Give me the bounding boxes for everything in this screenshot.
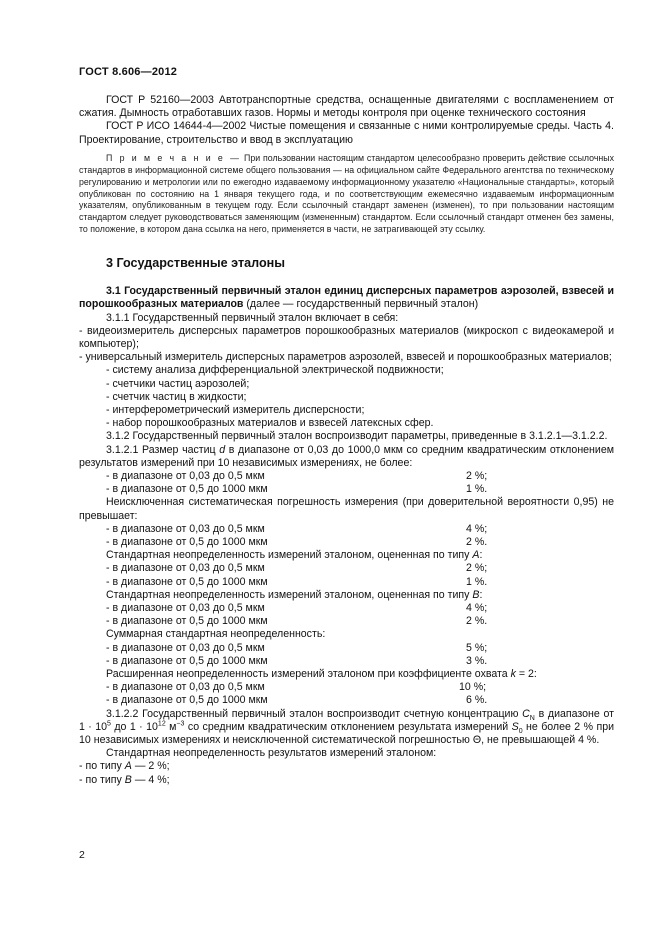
clause-text: - по типу bbox=[79, 773, 125, 786]
range-value: 6 %. bbox=[466, 694, 488, 707]
note-paragraph bbox=[79, 153, 614, 236]
range-label: - в диапазоне от 0,5 до 1000 мкм bbox=[106, 694, 268, 707]
list-item bbox=[79, 760, 614, 773]
type-a-title: Стандартная неопределенность измерений эталоном, оцененная по типу A: bbox=[106, 549, 483, 562]
list-item: - универсальный измеритель дисперсных параметров аэрозолей, взвесей и порошкообразных материалов; bbox=[79, 351, 612, 364]
note-text: При пользовании настоящим стандартом целесообразно проверить действие ссылочных стандартов в информационной системе общего пользования — на официальном сайте Федерального агентства по техническому регулированию и метрологии или по ежегодно издаваемому информационному указателю «Национальные стандарты», который опубликован по состоянию на 1 января текущего года, и по соответствующим ежемесячно издаваемым информационным указателям, опубликованным в текущем году. Если ссылочный стандарт заменен (изменен), то при пользовании настоящим стандартом следует руководствоваться заменяющим (измененным) стандартом. Если ссылочный стандарт отменен без замены, то положение, в котором дана ссылка на него, применяется в части, не затрагивающей эту ссылку. bbox=[79, 152, 614, 235]
range-label: - в диапазоне от 0,5 до 1000 мкм bbox=[106, 615, 268, 628]
list-item: - счетчики частиц аэрозолей; bbox=[106, 377, 250, 390]
variable-s: S bbox=[511, 720, 519, 733]
variable-c: C bbox=[522, 707, 530, 720]
variable-a: A bbox=[472, 549, 480, 562]
variable-a: A bbox=[124, 760, 132, 773]
combined-uncertainty-title: Суммарная стандартная неопределенность: bbox=[106, 628, 326, 641]
value-row bbox=[79, 483, 614, 496]
list-item: - видеоизмеритель дисперсных параметров порошкообразных материалов (микроскоп с видеокамерой и компьютер); bbox=[79, 324, 614, 350]
list-item: - интерферометрический измеритель дисперсности; bbox=[106, 403, 365, 416]
clause-text: 3.1.2.1 Размер частиц bbox=[106, 443, 220, 456]
clause-3-1-2-1 bbox=[79, 444, 614, 470]
variable-theta: Θ bbox=[472, 734, 482, 747]
range-value: 3 %. bbox=[466, 654, 488, 667]
range-label: - в диапазоне от 0,03 до 0,5 мкм bbox=[106, 470, 265, 482]
clause-3-1-1: 3.1.1 Государственный первичный эталон включает в себя: bbox=[106, 311, 399, 324]
value-row bbox=[79, 681, 614, 694]
range-label: - в диапазоне от 0,5 до 1000 мкм bbox=[106, 483, 268, 496]
range-value: 5 %; bbox=[466, 641, 488, 654]
page-content bbox=[79, 94, 614, 787]
value-row bbox=[79, 602, 614, 615]
clause-3-1-rest: (далее — государственный первичный эталон) bbox=[243, 298, 479, 311]
clause-text: со средним квадратическим отклонением результата измерений bbox=[184, 720, 512, 733]
range-label: - в диапазоне от 0,5 до 1000 мкм bbox=[106, 654, 268, 667]
clause-3-1-title: 3.1 Государственный первичный эталон единиц дисперсных параметров аэрозолей, взвесей и порошкообразных материалов bbox=[79, 285, 614, 311]
clause-text: 3.1.2.2 Государственный первичный эталон воспроизводит счетную концентрацию bbox=[106, 707, 523, 720]
subscript: N bbox=[529, 714, 535, 722]
clause-text: м bbox=[165, 720, 177, 733]
range-label: - в диапазоне от 0,03 до 0,5 мкм bbox=[106, 681, 265, 694]
range-label: - в диапазоне от 0,5 до 1000 мкм bbox=[106, 575, 268, 588]
clause-3-1-2: 3.1.2 Государственный первичный эталон воспроизводит параметры, приведенные в 3.1.2.1—3.1.2.2. bbox=[106, 430, 608, 443]
value-row bbox=[79, 536, 614, 549]
type-b-title: Стандартная неопределенность измерений эталоном, оцененная по типу B: bbox=[106, 588, 483, 601]
section-heading: 3 Государственные эталоны bbox=[106, 256, 285, 271]
range-value: 2 %; bbox=[466, 562, 488, 575]
clause-text: до 1 · 10 bbox=[110, 720, 158, 733]
clause-text: в диапазоне от 1 · 10 bbox=[79, 707, 615, 733]
clause-text: — 2 %; bbox=[131, 760, 170, 773]
clause-text: = 2: bbox=[515, 668, 537, 681]
range-value: 1 %. bbox=[466, 575, 488, 588]
range-value: 4 %; bbox=[466, 522, 488, 535]
superscript: 5 bbox=[107, 720, 111, 728]
value-row bbox=[79, 655, 614, 668]
note-label: П р и м е ч а н и е — bbox=[106, 152, 242, 163]
range-label: - в диапазоне от 0,03 до 0,5 мкм bbox=[106, 562, 265, 575]
range-value: 2 %. bbox=[466, 615, 488, 628]
value-row bbox=[79, 694, 614, 707]
range-value: 10 %; bbox=[459, 681, 487, 694]
reference-entry: ГОСТ Р ИСО 14644-4—2002 Чистые помещения и связанные с ними контролируемые среды. Часть 4. Проектирование, строительство и ввод в эксплуатацию bbox=[79, 120, 614, 146]
superscript: 12 bbox=[157, 720, 166, 728]
clause-text: - по типу bbox=[79, 760, 125, 773]
clause-text: , не превышающей 4 %. bbox=[481, 734, 600, 747]
clause-3-1 bbox=[79, 285, 614, 311]
value-row bbox=[79, 562, 614, 575]
value-row bbox=[79, 576, 614, 589]
variable-b: B bbox=[472, 588, 480, 601]
range-label: - в диапазоне от 0,03 до 0,5 мкм bbox=[106, 641, 265, 654]
value-row bbox=[79, 642, 614, 655]
clause-text: Расширенная неопределенность измерений эталоном при коэффициенте охвата bbox=[106, 668, 511, 681]
value-row bbox=[79, 523, 614, 536]
subscript: 0 bbox=[518, 727, 523, 735]
variable-k: k bbox=[510, 668, 516, 681]
range-value: 4 %; bbox=[466, 602, 488, 615]
range-label: - в диапазоне от 0,5 до 1000 мкм bbox=[106, 536, 268, 549]
range-label: - в диапазоне от 0,03 до 0,5 мкм bbox=[106, 602, 265, 615]
list-item: - систему анализа дифференциальной электрической подвижности; bbox=[106, 364, 444, 377]
clause-text: — 4 %; bbox=[131, 773, 170, 786]
reference-entry: ГОСТ Р 52160—2003 Автотранспортные средства, оснащенные двигателями с воспламенением от сжатия. Дымность отработавших газов. Нормы и методы контроля при оценке технического состояния bbox=[79, 94, 614, 120]
running-header: ГОСТ 8.606—2012 bbox=[79, 66, 178, 78]
list-item: - набор порошкообразных материалов и взвесей латексных сфер. bbox=[106, 417, 434, 430]
expanded-uncertainty-title bbox=[79, 668, 614, 681]
clause-text: Стандартная неопределенность измерений эталоном, оцененная по типу bbox=[106, 549, 473, 562]
clause-text: Стандартная неопределенность измерений эталоном, оцененная по типу bbox=[106, 588, 473, 601]
systematic-error-title: Неисключенная систематическая погрешность измерения (при доверительной вероятности 0,95) не превышает: bbox=[79, 496, 614, 522]
value-row bbox=[79, 615, 614, 628]
superscript: −3 bbox=[176, 720, 185, 728]
clause-text: в диапазоне от 0,03 до 1000,0 мкм со средним квадратическим отклонением результатов измерений при 10 независимых измерениях, не более: bbox=[79, 443, 614, 469]
list-item: - счетчик частиц в жидкости; bbox=[106, 390, 247, 403]
range-value: 2 %; bbox=[466, 470, 488, 482]
range-value: 1 %. bbox=[466, 483, 488, 496]
variable-d: d bbox=[219, 443, 226, 456]
range-label: - в диапазоне от 0,03 до 0,5 мкм bbox=[106, 522, 265, 535]
range-value: 2 %. bbox=[466, 536, 488, 549]
variable-b: B bbox=[124, 773, 132, 786]
standard-uncertainty-title: Стандартная неопределенность результатов измерений эталоном: bbox=[106, 747, 437, 760]
list-item bbox=[79, 774, 614, 787]
page-number: 2 bbox=[79, 849, 85, 861]
clause-3-1-2-2 bbox=[79, 708, 614, 748]
value-row bbox=[79, 470, 614, 483]
clause-text: не более 2 % при 10 независимых измерениях и неисключенной систематической погрешностью bbox=[79, 720, 614, 747]
